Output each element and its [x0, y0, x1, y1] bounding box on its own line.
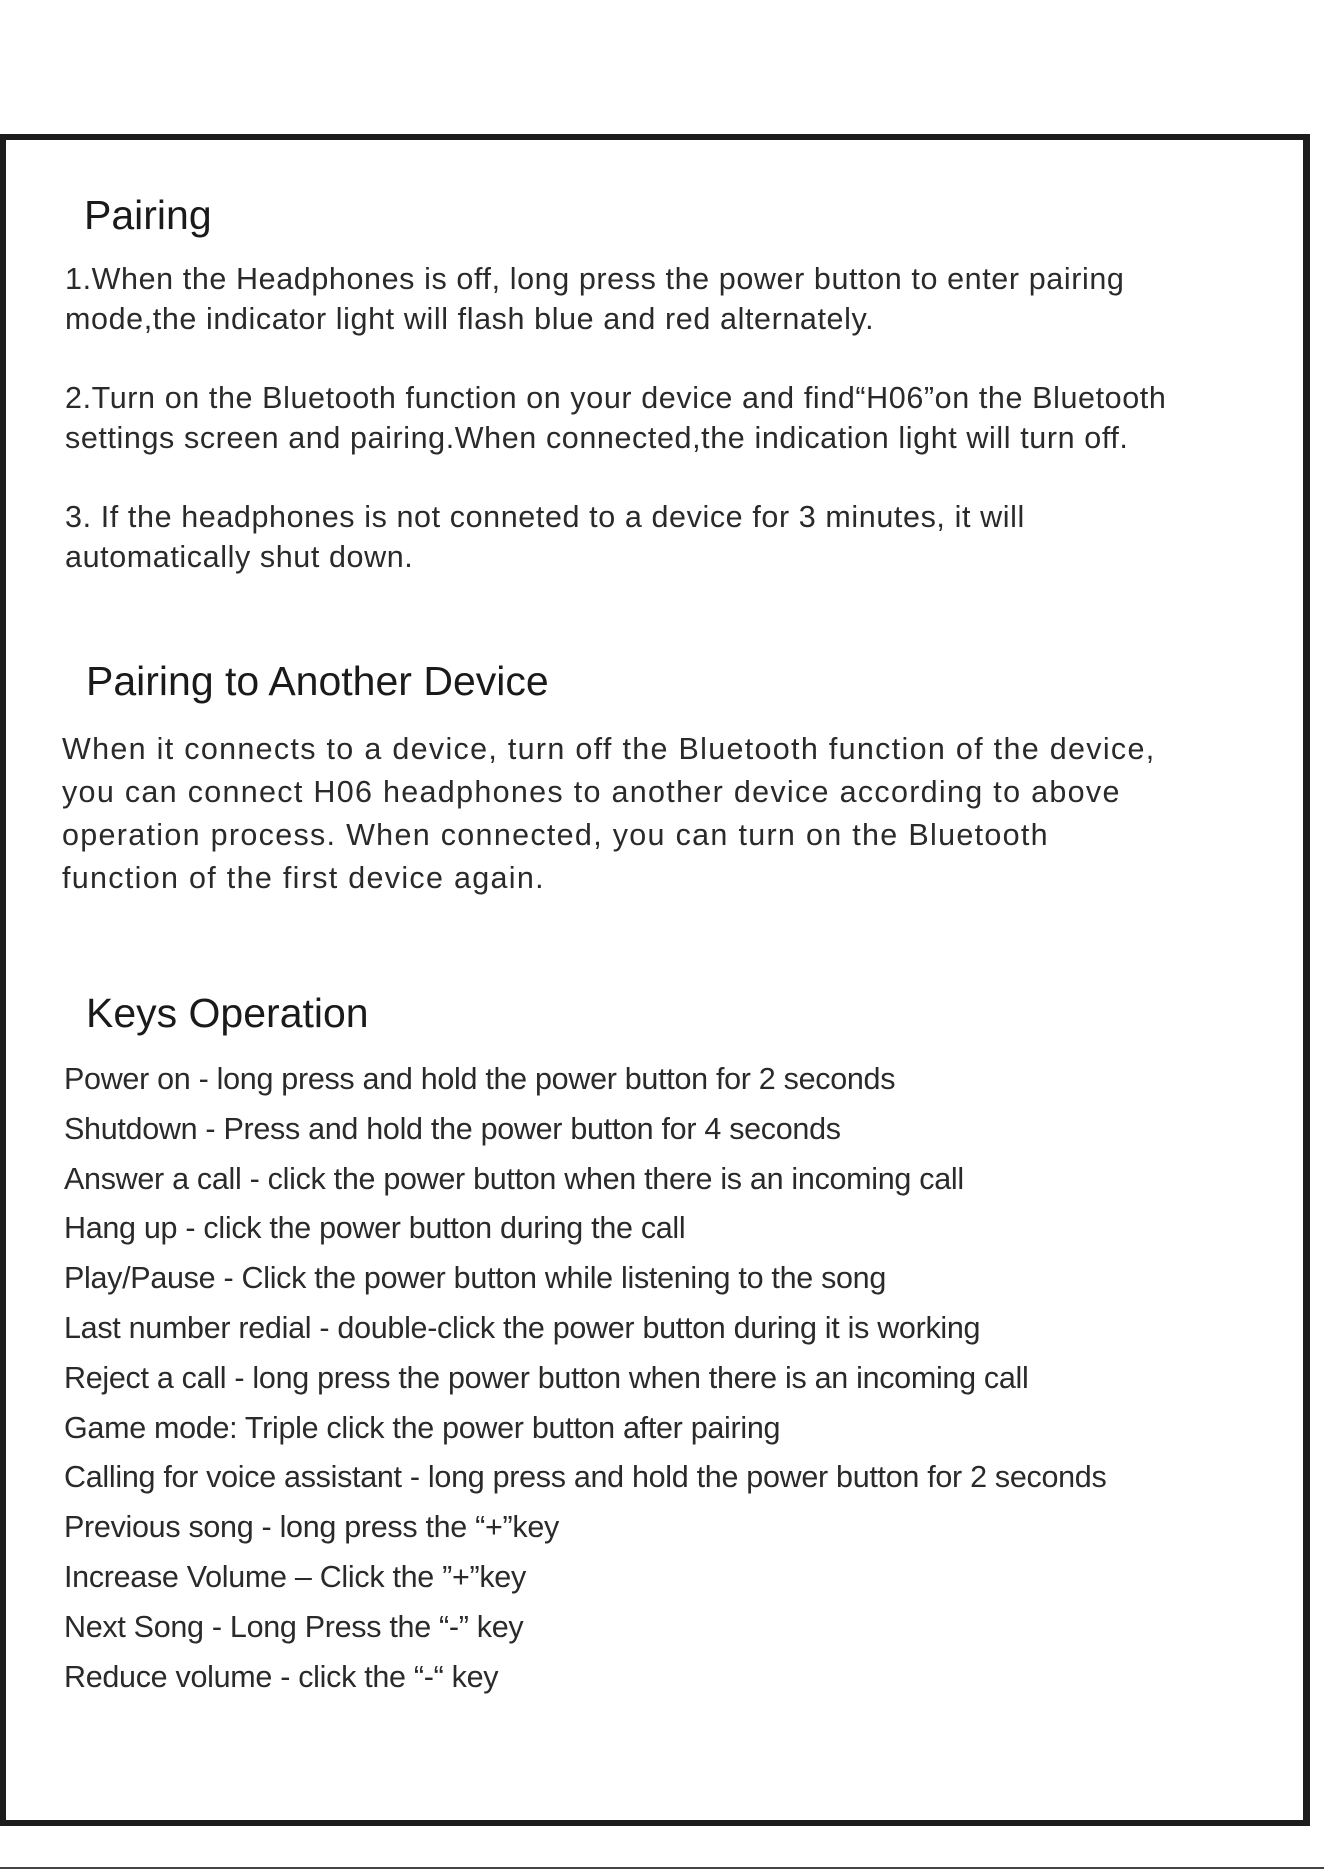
- keys-list: [64, 1055, 1106, 1702]
- pairing-step-2-line-2: settings screen and pairing.When connected,the indication light will turn off.: [65, 421, 1129, 455]
- another-device-line-3: operation process. When connected, you can turn on the Bluetooth: [62, 818, 1049, 852]
- another-device-line-1: When it connects to a device, turn off the Bluetooth function of the device,: [62, 732, 1156, 766]
- key-item-game-mode: Game mode: Triple click the power button after pairing: [64, 1410, 781, 1445]
- pairing-step-3-line-2: automatically shut down.: [65, 540, 414, 574]
- key-item-previous-song: Previous song - long press the “+”key: [64, 1510, 559, 1545]
- another-device-line-2: you can connect H06 headphones to another device according to above: [62, 775, 1121, 809]
- another-device-line-4: function of the first device again.: [62, 861, 545, 895]
- key-item-increase-volume: Increase Volume – Click the ”+”key: [64, 1559, 526, 1594]
- pairing-step-2-line-1: 2.Turn on the Bluetooth function on your device and find“H06”on the Bluetooth: [65, 381, 1167, 415]
- bottom-rule: [0, 1867, 1324, 1869]
- key-item-reject-call: Reject a call - long press the power button when there is an incoming call: [64, 1360, 1029, 1395]
- key-item-play-pause: Play/Pause - Click the power button while listening to the song: [64, 1261, 887, 1296]
- pairing-step-1-line-2: mode,the indicator light will flash blue and red alternately.: [65, 302, 875, 336]
- pairing-heading: Pairing: [84, 192, 212, 238]
- key-item-voice-assistant: Calling for voice assistant - long press and hold the power button for 2 seconds: [64, 1460, 1107, 1495]
- key-item-next-song: Next Song - Long Press the “-” key: [64, 1609, 524, 1644]
- pairing-step-1-line-1: 1.When the Headphones is off, long press the power button to enter pairing: [65, 262, 1125, 296]
- key-item-power-on: Power on - long press and hold the power button for 2 seconds: [64, 1062, 896, 1096]
- key-item-hang-up: Hang up - click the power button during the call: [64, 1211, 686, 1246]
- keys-heading: Keys Operation: [86, 990, 369, 1036]
- pairing-step-3-line-1: 3. If the headphones is not conneted to a device for 3 minutes, it will: [65, 500, 1025, 534]
- another-device-heading: Pairing to Another Device: [86, 658, 549, 704]
- key-item-redial: Last number redial - double-click the power button during it is working: [64, 1310, 981, 1345]
- key-item-answer-call: Answer a call - click the power button when there is an incoming call: [64, 1161, 964, 1196]
- key-item-reduce-volume: Reduce volume - click the “-“ key: [64, 1659, 499, 1694]
- key-item-shutdown: Shutdown - Press and hold the power button for 4 seconds: [64, 1111, 841, 1146]
